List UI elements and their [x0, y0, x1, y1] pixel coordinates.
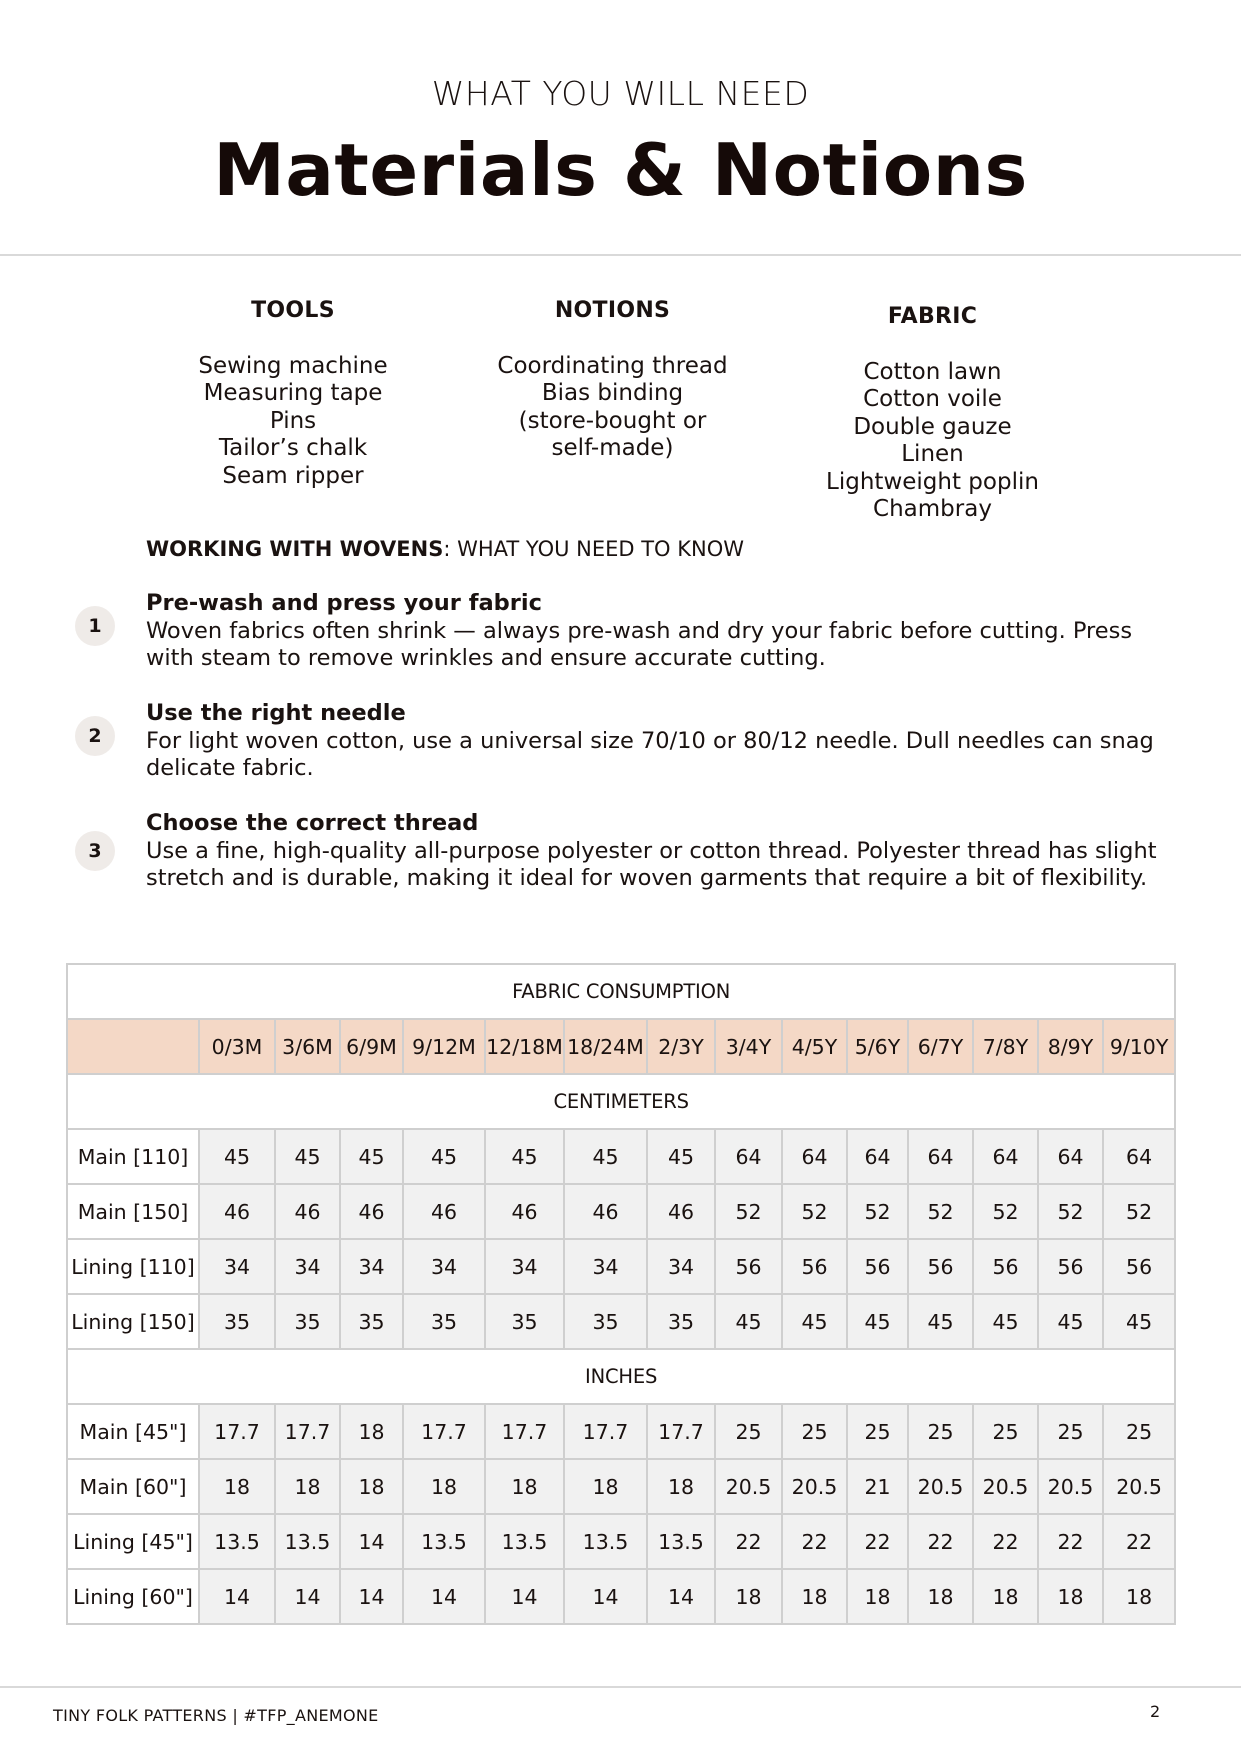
notions-item: self-made): [551, 435, 674, 461]
value-cell: 35: [340, 1294, 403, 1349]
value-cell: 34: [485, 1239, 564, 1294]
value-cell: 18: [340, 1459, 403, 1514]
table-row: [67, 1514, 1175, 1569]
value-cell: 20.5: [908, 1459, 973, 1514]
value-cell: 18: [647, 1459, 715, 1514]
size-header-cell: 12/18M: [485, 1019, 564, 1074]
step-number-badge: 2: [75, 716, 115, 756]
value-cell: 46: [403, 1184, 485, 1239]
tip-title: Use the right needle: [146, 700, 406, 726]
table-row: [67, 1129, 1175, 1184]
size-header-cell: 6/9M: [340, 1019, 403, 1074]
value-cell: 34: [199, 1239, 275, 1294]
value-cell: 56: [973, 1239, 1038, 1294]
size-header-cell: 18/24M: [564, 1019, 647, 1074]
value-cell: 34: [275, 1239, 340, 1294]
footer-divider: [0, 1686, 1241, 1688]
value-cell: 20.5: [782, 1459, 847, 1514]
page-eyebrow: WHAT YOU WILL NEED: [431, 74, 810, 113]
value-cell: 18: [973, 1569, 1038, 1624]
tools-item: Seam ripper: [222, 462, 364, 489]
value-cell: 45: [564, 1129, 647, 1184]
value-cell: 18: [847, 1569, 908, 1624]
row-label: Lining [110]: [67, 1239, 199, 1294]
unit-section-label: CENTIMETERS: [67, 1074, 1175, 1129]
value-cell: 45: [973, 1294, 1038, 1349]
tools-heading: TOOLS: [251, 298, 335, 323]
size-header-cell: 2/3Y: [647, 1019, 715, 1074]
fabric-item: Cotton voile: [863, 386, 1002, 412]
value-cell: 17.7: [403, 1404, 485, 1459]
value-cell: 13.5: [564, 1514, 647, 1569]
unit-section-label: INCHES: [67, 1349, 1175, 1404]
row-label: Main [110]: [67, 1129, 199, 1184]
value-cell: 45: [782, 1294, 847, 1349]
value-cell: 34: [340, 1239, 403, 1294]
value-cell: 18: [908, 1569, 973, 1624]
value-cell: 64: [1103, 1129, 1175, 1184]
value-cell: 22: [908, 1514, 973, 1569]
value-cell: 25: [1103, 1404, 1175, 1459]
value-cell: 14: [275, 1569, 340, 1624]
tip-text: Use a fine, high-quality all-purpose polyester or cotton thread. Polyester thread has slight stretch and is durable, making it ideal for woven garments that require a bit of flexibility.: [146, 837, 1157, 891]
value-cell: 56: [782, 1239, 847, 1294]
value-cell: 45: [1103, 1294, 1175, 1349]
tip-text: For light woven cotton, use a universal size 70/10 or 80/12 needle. Dull needles can snag delicate fabric.: [146, 727, 1154, 781]
value-cell: 45: [715, 1294, 782, 1349]
value-cell: 18: [1103, 1569, 1175, 1624]
value-cell: 35: [647, 1294, 715, 1349]
fabric-heading: FABRIC: [887, 304, 978, 329]
tools-item: Pins: [269, 407, 317, 434]
value-cell: 17.7: [275, 1404, 340, 1459]
value-cell: 45: [908, 1294, 973, 1349]
value-cell: 45: [647, 1129, 715, 1184]
value-cell: 45: [485, 1129, 564, 1184]
notions-item: (store-bought or: [518, 407, 707, 434]
value-cell: 46: [340, 1184, 403, 1239]
tip-text: Woven fabrics often shrink — always pre-wash and dry your fabric before cutting. Press with steam to remove wrinkles and ensure accurate cutting.: [146, 617, 1133, 671]
value-cell: 52: [782, 1184, 847, 1239]
size-header-cell: 9/10Y: [1103, 1019, 1175, 1074]
value-cell: 52: [847, 1184, 908, 1239]
value-cell: 34: [403, 1239, 485, 1294]
notions-item: Coordinating thread: [497, 352, 728, 379]
value-cell: 14: [647, 1569, 715, 1624]
value-cell: 13.5: [199, 1514, 275, 1569]
value-cell: 64: [782, 1129, 847, 1184]
value-cell: 52: [973, 1184, 1038, 1239]
fabric-item: Linen: [901, 441, 964, 467]
table-row: [67, 1404, 1175, 1459]
table-row: [67, 1569, 1175, 1624]
value-cell: 46: [647, 1184, 715, 1239]
size-header-cell: 3/4Y: [715, 1019, 782, 1074]
fabric-item: Cotton lawn: [863, 358, 1002, 385]
value-cell: 52: [715, 1184, 782, 1239]
value-cell: 52: [1038, 1184, 1103, 1239]
header-divider: [0, 254, 1241, 256]
tip-title: Pre-wash and press your fabric: [146, 590, 542, 616]
value-cell: 64: [908, 1129, 973, 1184]
value-cell: 18: [403, 1459, 485, 1514]
row-label: Main [60"]: [67, 1459, 199, 1514]
value-cell: 14: [403, 1569, 485, 1624]
value-cell: 13.5: [647, 1514, 715, 1569]
table-row: [67, 1184, 1175, 1239]
value-cell: 25: [908, 1404, 973, 1459]
value-cell: 17.7: [564, 1404, 647, 1459]
value-cell: 64: [973, 1129, 1038, 1184]
value-cell: 17.7: [485, 1404, 564, 1459]
table-row: [67, 1239, 1175, 1294]
unit-section-row: [67, 1349, 1175, 1404]
value-cell: 34: [564, 1239, 647, 1294]
unit-section-row: [67, 1074, 1175, 1129]
value-cell: 18: [340, 1404, 403, 1459]
value-cell: 56: [715, 1239, 782, 1294]
table-title-row: [67, 964, 1175, 1019]
value-cell: 14: [485, 1569, 564, 1624]
fabric-column: [810, 303, 1055, 524]
value-cell: 18: [275, 1459, 340, 1514]
value-cell: 56: [908, 1239, 973, 1294]
value-cell: 22: [715, 1514, 782, 1569]
value-cell: 25: [847, 1404, 908, 1459]
value-cell: 45: [340, 1129, 403, 1184]
value-cell: 46: [199, 1184, 275, 1239]
size-header-cell: 0/3M: [199, 1019, 275, 1074]
size-header-cell: 7/8Y: [973, 1019, 1038, 1074]
value-cell: 64: [715, 1129, 782, 1184]
value-cell: 14: [564, 1569, 647, 1624]
value-cell: 22: [847, 1514, 908, 1569]
size-header-corner: [67, 1019, 199, 1074]
row-label: Main [45"]: [67, 1404, 199, 1459]
table-title: FABRIC CONSUMPTION: [67, 964, 1175, 1019]
size-header-cell: 8/9Y: [1038, 1019, 1103, 1074]
working-with-wovens-heading: [146, 537, 744, 561]
value-cell: 22: [1038, 1514, 1103, 1569]
value-cell: 20.5: [973, 1459, 1038, 1514]
value-cell: 25: [1038, 1404, 1103, 1459]
value-cell: 52: [1103, 1184, 1175, 1239]
fabric-item: Lightweight poplin: [826, 468, 1039, 495]
row-label: Lining [45"]: [67, 1514, 199, 1569]
row-label: Main [150]: [67, 1184, 199, 1239]
value-cell: 52: [908, 1184, 973, 1239]
tools-item: Measuring tape: [203, 380, 383, 406]
value-cell: 46: [564, 1184, 647, 1239]
value-cell: 14: [340, 1514, 403, 1569]
page-number: 2: [1150, 1702, 1161, 1721]
value-cell: 35: [199, 1294, 275, 1349]
value-cell: 25: [715, 1404, 782, 1459]
value-cell: 45: [847, 1294, 908, 1349]
value-cell: 18: [199, 1459, 275, 1514]
row-label: Lining [60"]: [67, 1569, 199, 1624]
fabric-consumption-table: [66, 963, 1176, 1625]
working-heading-rest: : WHAT YOU NEED TO KNOW: [443, 537, 745, 561]
value-cell: 35: [485, 1294, 564, 1349]
page-title: Materials & Notions: [213, 128, 1028, 212]
value-cell: 56: [847, 1239, 908, 1294]
value-cell: 45: [1038, 1294, 1103, 1349]
value-cell: 25: [973, 1404, 1038, 1459]
value-cell: 14: [199, 1569, 275, 1624]
value-cell: 18: [485, 1459, 564, 1514]
value-cell: 56: [1103, 1239, 1175, 1294]
size-header-cell: 3/6M: [275, 1019, 340, 1074]
table-row: [67, 1459, 1175, 1514]
tools-item: Tailor’s chalk: [218, 435, 368, 461]
size-header-cell: 6/7Y: [908, 1019, 973, 1074]
footer-brand: TINY FOLK PATTERNS | #TFP_ANEMONE: [53, 1706, 379, 1725]
tip-item: [146, 810, 1166, 893]
size-header-cell: 9/12M: [403, 1019, 485, 1074]
notions-heading: NOTIONS: [554, 298, 671, 323]
table-row: [67, 1294, 1175, 1349]
tip-item: [146, 700, 1166, 783]
value-cell: 22: [782, 1514, 847, 1569]
value-cell: 46: [275, 1184, 340, 1239]
notions-item: Bias binding: [541, 380, 684, 406]
step-number-badge: 3: [75, 831, 115, 871]
value-cell: 18: [564, 1459, 647, 1514]
size-header-cell: 5/6Y: [847, 1019, 908, 1074]
value-cell: 14: [340, 1569, 403, 1624]
value-cell: 64: [1038, 1129, 1103, 1184]
fabric-item: Chambray: [873, 496, 992, 522]
value-cell: 13.5: [275, 1514, 340, 1569]
value-cell: 20.5: [1103, 1459, 1175, 1514]
working-heading-bold: WORKING WITH WOVENS: [146, 537, 444, 561]
value-cell: 46: [485, 1184, 564, 1239]
size-header-cell: 4/5Y: [782, 1019, 847, 1074]
value-cell: 17.7: [199, 1404, 275, 1459]
notions-column: [480, 297, 745, 463]
tip-item: [146, 590, 1166, 673]
value-cell: 35: [564, 1294, 647, 1349]
value-cell: 25: [782, 1404, 847, 1459]
value-cell: 18: [1038, 1569, 1103, 1624]
value-cell: 45: [403, 1129, 485, 1184]
value-cell: 35: [275, 1294, 340, 1349]
step-number-badge: 1: [75, 606, 115, 646]
value-cell: 45: [199, 1129, 275, 1184]
value-cell: 56: [1038, 1239, 1103, 1294]
value-cell: 20.5: [1038, 1459, 1103, 1514]
value-cell: 17.7: [647, 1404, 715, 1459]
value-cell: 45: [275, 1129, 340, 1184]
value-cell: 34: [647, 1239, 715, 1294]
value-cell: 22: [1103, 1514, 1175, 1569]
tools-column: [173, 297, 413, 490]
size-header-row: [67, 1019, 1175, 1074]
row-label: Lining [150]: [67, 1294, 199, 1349]
value-cell: 18: [782, 1569, 847, 1624]
value-cell: 13.5: [485, 1514, 564, 1569]
value-cell: 22: [973, 1514, 1038, 1569]
value-cell: 35: [403, 1294, 485, 1349]
fabric-item: Double gauze: [853, 413, 1012, 440]
value-cell: 13.5: [403, 1514, 485, 1569]
value-cell: 18: [715, 1569, 782, 1624]
tip-title: Choose the correct thread: [146, 810, 479, 836]
value-cell: 64: [847, 1129, 908, 1184]
value-cell: 21: [847, 1459, 908, 1514]
tools-item: Sewing machine: [198, 352, 388, 379]
value-cell: 20.5: [715, 1459, 782, 1514]
